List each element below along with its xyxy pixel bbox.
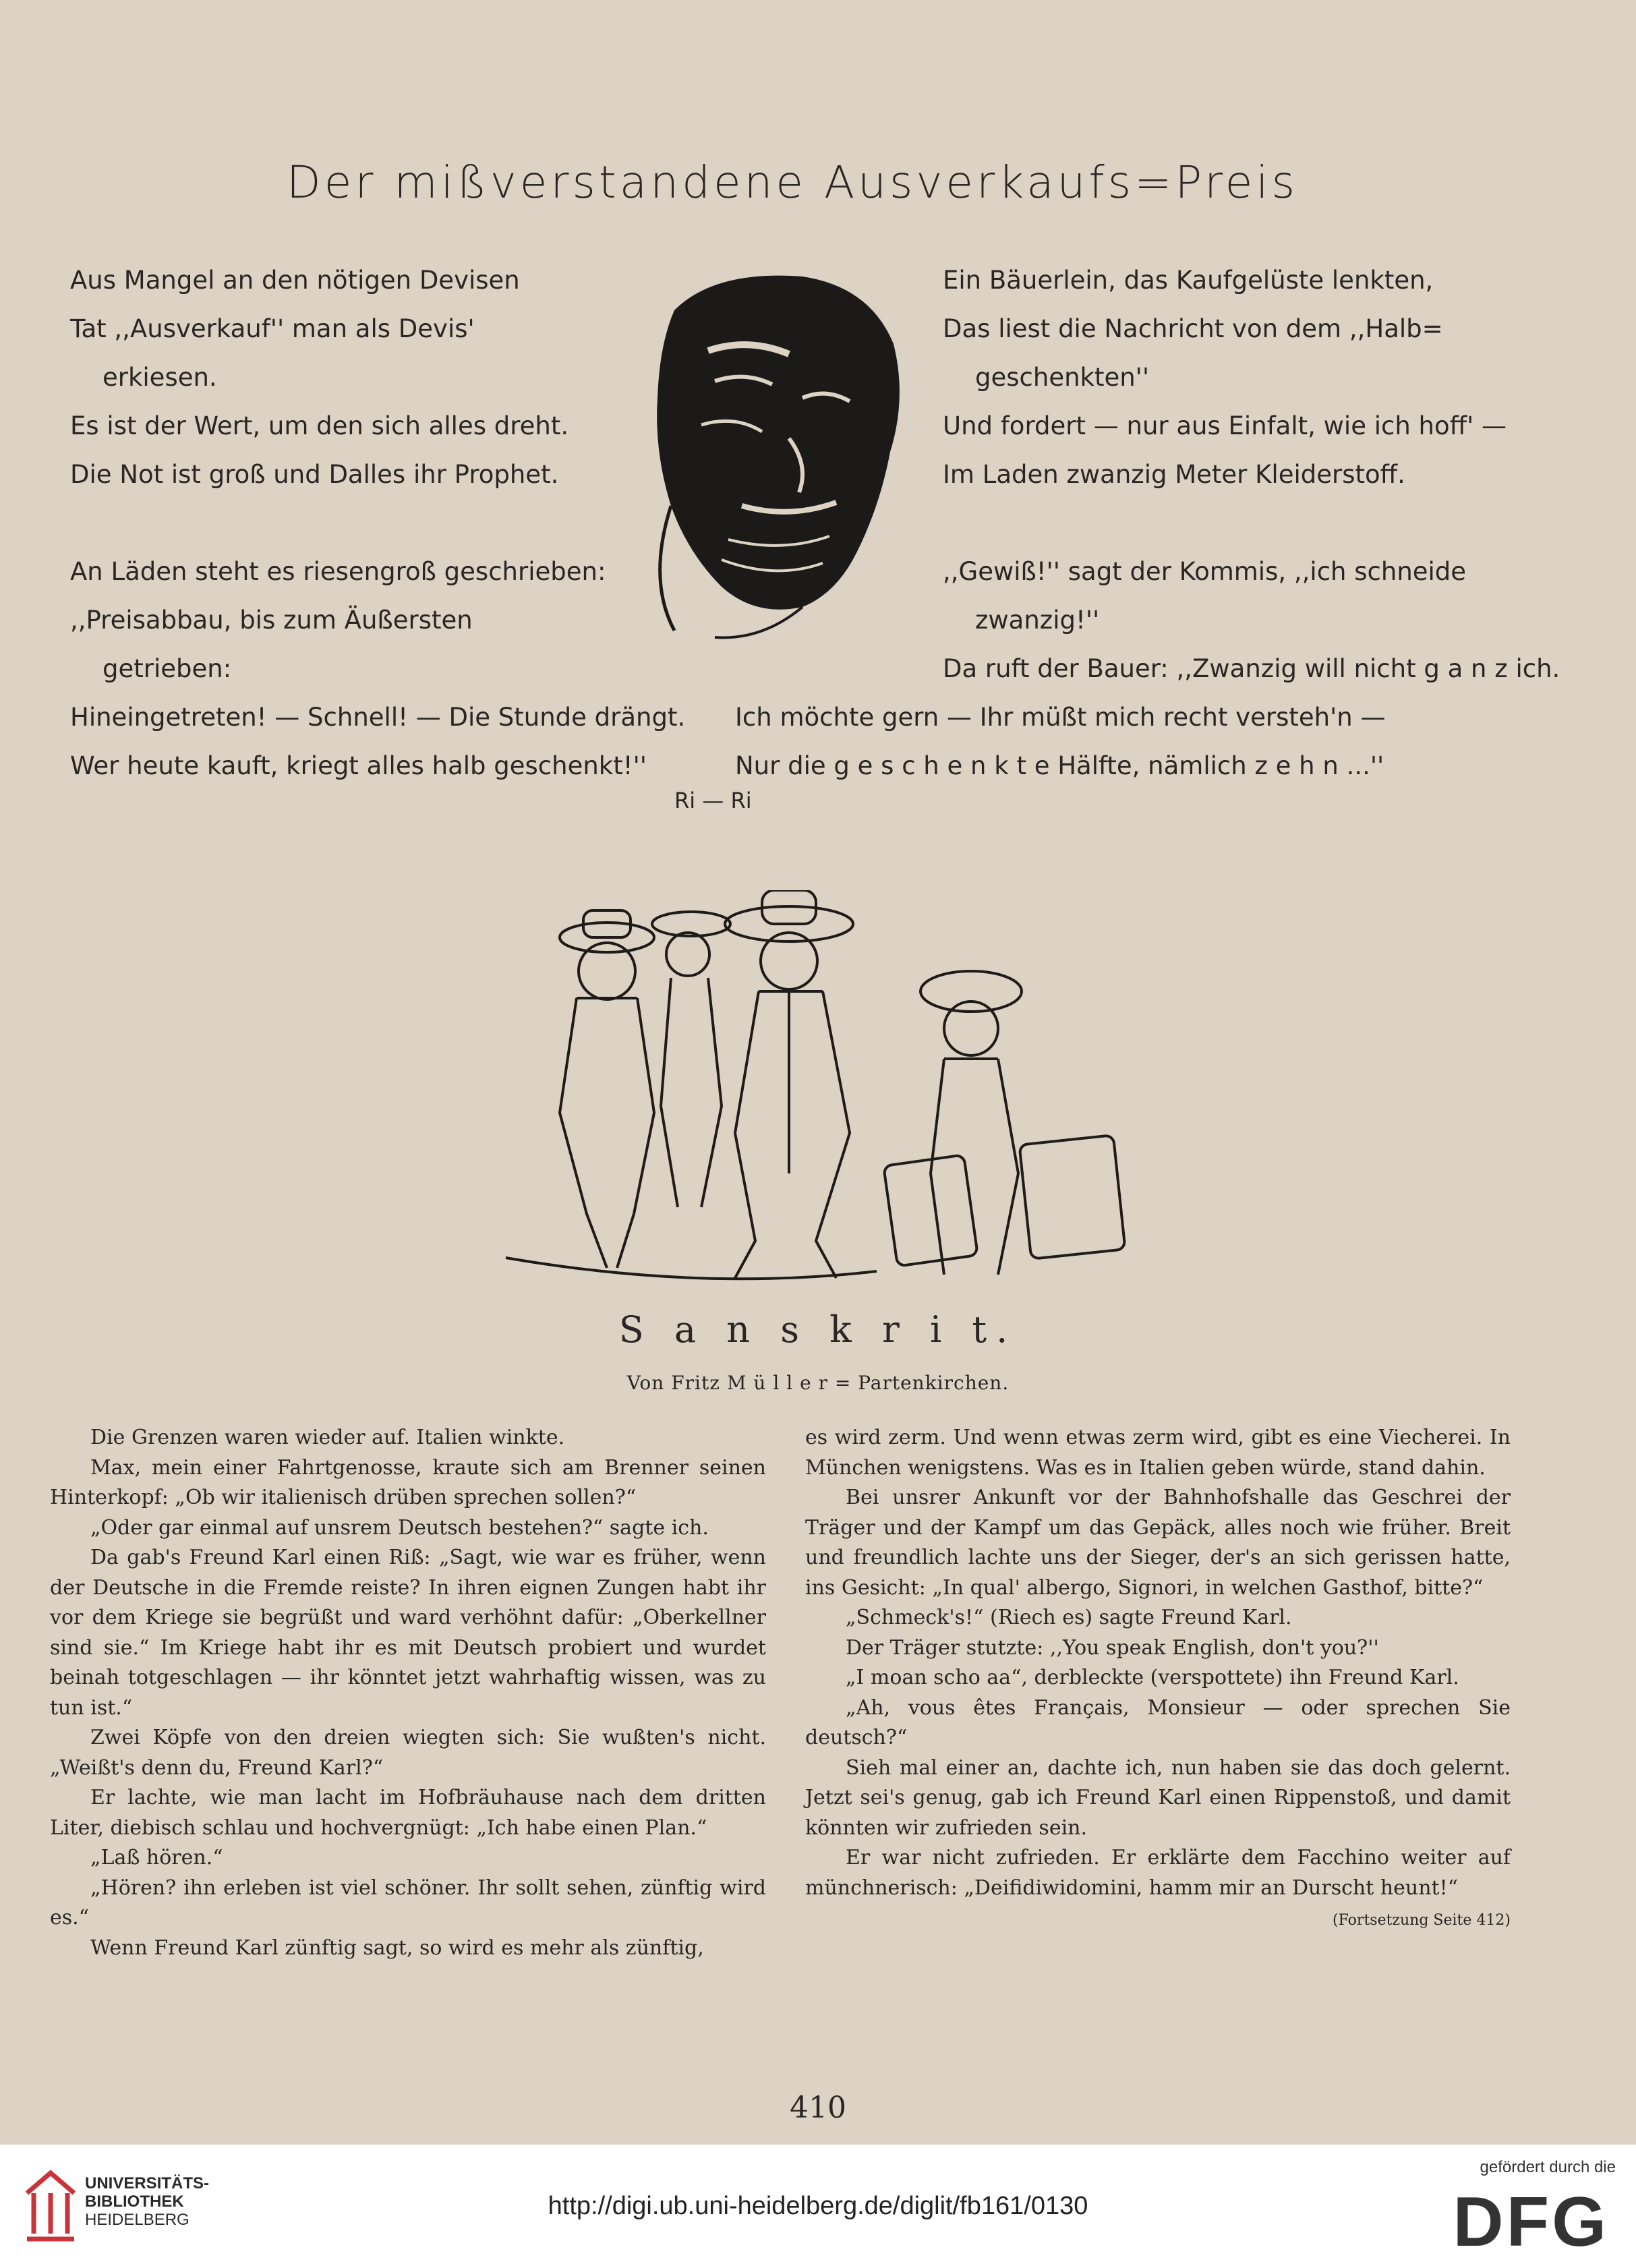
dfg-logo[interactable]: DFG xyxy=(1453,2183,1609,2261)
story-left-column xyxy=(50,1423,766,1963)
story-paragraph: „Ah, vous êtes Français, Monsieur — oder sprechen Sie deutsch?“ xyxy=(805,1695,1511,1749)
story-paragraph: „I moan scho aa“, derbleckte (verspottete) ihn Freund Karl. xyxy=(846,1666,1459,1689)
story-right-column xyxy=(805,1423,1511,1936)
poem-line: zwanzig!'' xyxy=(975,606,1100,635)
cartoon-travellers-illustration xyxy=(499,890,1187,1295)
story-paragraph: „Schmeck's!“ (Riech es) sagte Freund Karl. xyxy=(846,1606,1292,1629)
poem-line: Im Laden zwanzig Meter Kleiderstoff. xyxy=(943,460,1405,489)
poem-line: An Läden steht es riesengroß geschrieben: xyxy=(70,557,606,586)
story-paragraph: Zwei Köpfe von den dreien wiegten sich: Sie wußten's nicht. „Weißt's denn du, Freund Karl?“ xyxy=(50,1726,766,1780)
story-paragraph: Die Grenzen waren wieder auf. Italien winkte. xyxy=(90,1426,565,1449)
story-paragraph: „Hören? ihn erleben ist viel schöner. Ihr sollt sehen, zünftig wird es.“ xyxy=(50,1876,766,1929)
university-library-name: UNIVERSITÄTS- BIBLIOTHEK HEIDELBERG xyxy=(85,2174,210,2229)
page-number: 410 xyxy=(790,2091,846,2125)
story-paragraph: Wenn Freund Karl zünftig sagt, so wird es mehr als zünftig, xyxy=(90,1936,704,1960)
poem-line: Tat ,,Ausverkauf'' man als Devis' xyxy=(70,314,475,343)
continuation-note: (Fortsetzung Seite 412) xyxy=(1333,1912,1511,1929)
poem-line xyxy=(70,499,685,548)
poem-line: getrieben: xyxy=(103,654,232,683)
poem-line: Da ruft der Bauer: ,,Zwanzig will nicht g a n z ich. xyxy=(943,654,1560,683)
poem-line: Hineingetreten! — Schnell! — Die Stunde drängt. xyxy=(70,703,686,732)
poem-line: erkiesen. xyxy=(103,363,217,392)
poem-title: Der mißverstandene Ausverkaufs=Preis xyxy=(286,156,1299,208)
story-paragraph: Er lachte, wie man lacht im Hofbräuhause nach dem dritten Liter, diebisch schlau und hochvergnügt: „Ich habe einen Plan.“ xyxy=(50,1786,766,1840)
permalink-url[interactable]: http://digi.ub.uni-heidelberg.de/diglit/fb161/0130 xyxy=(548,2192,1088,2220)
viewer-footer xyxy=(0,2145,1636,2268)
poem-line: ,,Gewiß!'' sagt der Kommis, ,,ich schneide xyxy=(943,557,1467,586)
poem-line: Wer heute kauft, kriegt alles halb geschenkt!'' xyxy=(70,751,647,780)
story-paragraph: Max, mein einer Fahrtgenosse, kraute sich am Brenner seinen Hinterkopf: „Ob wir italienisch drüben sprechen sollen?“ xyxy=(50,1455,766,1509)
poem-line: Es ist der Wert, um den sich alles dreht. xyxy=(70,411,569,440)
funding-note: gefördert durch die xyxy=(1480,2158,1616,2176)
poem-line: geschenkten'' xyxy=(975,363,1150,392)
story-title: S a n s k r i t. xyxy=(618,1308,1018,1351)
poem-line: Die Not ist groß und Dalles ihr Prophet. xyxy=(70,460,559,489)
story-paragraph: „Laß hören.“ xyxy=(90,1846,223,1869)
poem-line xyxy=(943,499,1560,548)
poem-line: Aus Mangel an den nötigen Devisen xyxy=(70,266,520,295)
poem-bottom-right xyxy=(735,693,1386,790)
story-paragraph: Er war nicht zufrieden. Er erklärte dem Facchino weiter auf münchnerisch: „Deifidiwidomini, hamm mir an Durscht heunt!“ xyxy=(805,1846,1511,1900)
poem-line: Das liest die Nachricht von dem ,,Halb= xyxy=(943,314,1443,343)
poem-line: Und fordert — nur aus Einfalt, wie ich hoff' — xyxy=(943,411,1507,440)
poem-line: Ich möchte gern — Ihr müßt mich recht versteh'n — xyxy=(735,703,1386,732)
story-paragraph: Da gab's Freund Karl einen Riß: „Sagt, wie war es früher, wenn der Deutsche in die Fremde reiste? In ihren eignen Zungen habt ihr vor dem Kriege sie begrüßt und ward verhöhnt dafür: „Oberkellner sind sie.“ Im Kriege habt ihr es mit Deutsch probiert und wurdet beinah totgeschlagen — ihr könntet jetzt wahrhaftig wissen, was zu tun ist.“ xyxy=(50,1546,766,1720)
poem-left-column xyxy=(70,256,685,790)
poem-author: Ri — Ri xyxy=(674,788,752,813)
story-paragraph: es wird zerm. Und wenn etwas zerm wird, gibt es eine Viecherei. In München wenigstens. Was es in Italien geben würde, stand dahin. xyxy=(805,1426,1511,1480)
poem-line: Nur die g e s c h e n k t e Hälfte, nämlich z e h n ...'' xyxy=(735,751,1384,780)
story-paragraph: Der Träger stutzte: ,,You speak English, don't you?'' xyxy=(846,1635,1379,1660)
poem-line: Ein Bäuerlein, das Kaufgelüste lenkten, xyxy=(943,266,1434,295)
poem-right-column xyxy=(943,256,1560,693)
story-author: Von Fritz M ü l l e r = Partenkirchen. xyxy=(626,1372,1010,1394)
woodcut-portrait-illustration xyxy=(634,263,917,641)
story-paragraph: Bei unsrer Ankunft vor der Bahnhofshalle das Geschrei der Träger und der Kampf um das Gepäck, alles noch wie früher. Breit und freundlich lachte uns der Sieger, der's an sich gerissen hatte, ins Gesicht: „In qual' albergo, Signori, in welchen Gasthof, bitte?“ xyxy=(805,1486,1511,1600)
poem-line: ,,Preisabbau, bis zum Äußersten xyxy=(70,606,473,635)
story-paragraph: „Oder gar einmal auf unsrem Deutsch bestehen?“ sagte ich. xyxy=(90,1515,709,1540)
story-paragraph: Sieh mal einer an, dachte ich, nun haben sie das doch gelernt. Jetzt sei's genug, gab ich Freund Karl einen Rippenstoß, und damit könnten wir zufrieden sein. xyxy=(805,1755,1511,1840)
